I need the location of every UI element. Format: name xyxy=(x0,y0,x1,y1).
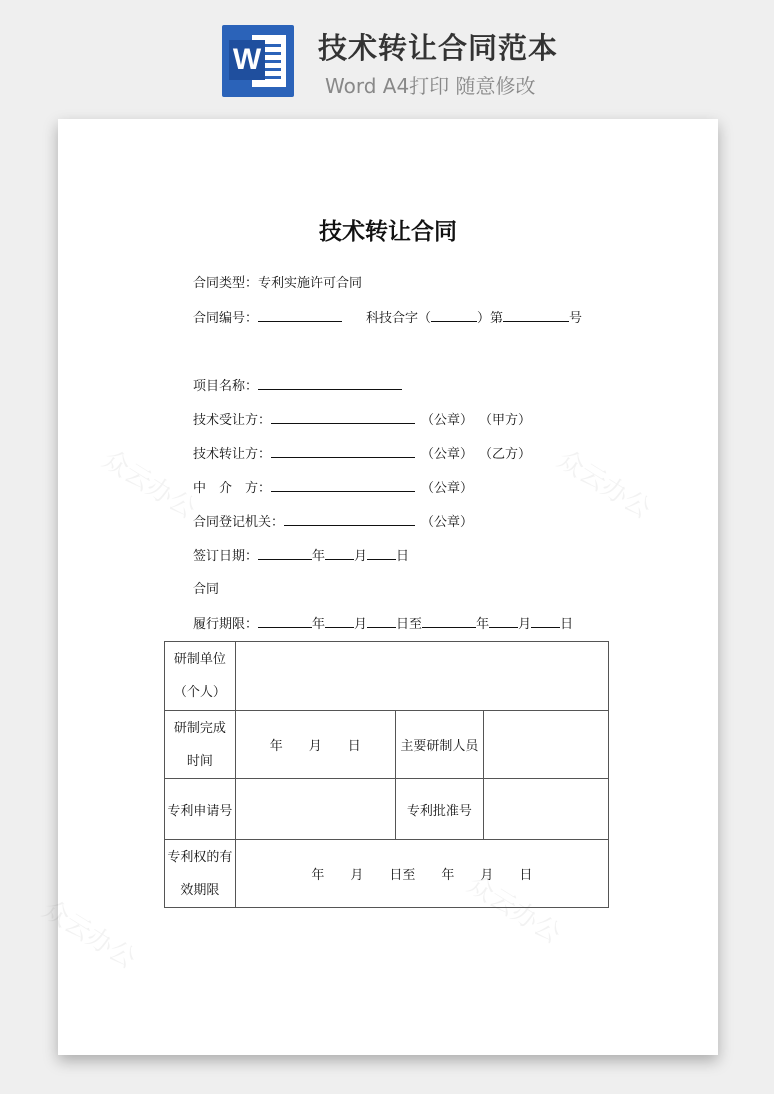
main-people-value-cell[interactable] xyxy=(484,711,609,779)
period-line xyxy=(193,612,573,632)
period-start-month-blank[interactable] xyxy=(325,612,354,628)
seal-label: （公章） xyxy=(421,515,474,530)
sign-year-blank[interactable] xyxy=(258,544,312,560)
watermark: 众云办公 xyxy=(551,444,656,525)
watermark: 众云办公 xyxy=(36,894,141,975)
day-label: 日 xyxy=(396,549,410,564)
registry-label: 合同登记机关： xyxy=(193,515,285,530)
tech-word-blank[interactable] xyxy=(431,306,477,322)
period-start-day-blank[interactable] xyxy=(367,612,396,628)
day-label: 日 xyxy=(560,617,574,632)
table-row xyxy=(165,642,609,711)
valid-label-cell xyxy=(165,840,236,908)
contract-type-line xyxy=(193,272,362,291)
word-letter: W xyxy=(229,40,265,80)
receiver-label: 技术受让方： xyxy=(193,413,272,428)
month-label: 月 xyxy=(354,617,368,632)
patent-info-table xyxy=(164,641,609,908)
seal-label: （公章） xyxy=(421,447,474,462)
unit-label-line1: 研制单位 xyxy=(173,652,226,667)
month-label: 月 xyxy=(518,617,532,632)
seal-label: （公章） xyxy=(421,413,474,428)
apply-no-label: 专利申请号 xyxy=(165,779,236,840)
paren-close-label: ）第 xyxy=(477,311,504,326)
year-label: 年 xyxy=(312,549,326,564)
finish-label-line1: 研制完成 xyxy=(173,720,226,736)
party-b-label: （乙方） xyxy=(479,447,532,462)
valid-label-line1: 专利权的有 xyxy=(167,849,233,865)
party-a-label: （甲方） xyxy=(479,413,532,428)
document-page xyxy=(36,119,718,1055)
header-subtitle: Word A4打印 随意修改 xyxy=(325,74,536,98)
contract-number-label: 合同编号： xyxy=(193,311,259,326)
sign-date-line xyxy=(193,544,409,564)
receiver-line xyxy=(193,408,531,428)
contract-number-line xyxy=(193,306,582,326)
tech-word-label: 科技合字（ xyxy=(366,311,432,326)
watermark: 众云办公 xyxy=(461,869,566,950)
main-people-label: 主要研制人员 xyxy=(395,711,484,779)
unit-label-cell xyxy=(165,642,236,711)
contract-type-label: 合同类型： xyxy=(193,276,259,291)
finish-label-line2: 时间 xyxy=(186,753,213,769)
header-title: 技术转让合同范本 xyxy=(318,31,559,65)
registry-blank[interactable] xyxy=(284,510,415,526)
project-name-line xyxy=(193,374,402,394)
seal-label: （公章） xyxy=(421,481,474,496)
agent-line xyxy=(193,476,473,496)
unit-value-cell[interactable] xyxy=(235,642,608,711)
year-label: 年 xyxy=(476,617,490,632)
project-name-blank[interactable] xyxy=(258,374,402,390)
contract-type-value: 专利实施许可合同 xyxy=(258,276,363,291)
agent-label: 中 介 方： xyxy=(193,481,272,496)
unit-label-line2: （个人） xyxy=(173,685,226,700)
project-name-label: 项目名称： xyxy=(193,379,259,394)
approve-no-label: 专利批准号 xyxy=(395,779,484,840)
watermark: 众云办公 xyxy=(96,444,201,525)
transferor-line xyxy=(193,442,531,462)
period-start-year-blank[interactable] xyxy=(258,612,312,628)
transferor-label: 技术转让方： xyxy=(193,447,272,462)
sign-date-label: 签订日期： xyxy=(193,549,259,564)
table-row xyxy=(165,711,609,779)
registry-line xyxy=(193,510,473,530)
sign-day-blank[interactable] xyxy=(367,544,396,560)
word-icon xyxy=(222,25,294,97)
period-label: 履行期限： xyxy=(193,617,259,632)
year-label: 年 xyxy=(312,617,326,632)
finish-date-cell[interactable]: 年 月 日 xyxy=(235,711,395,779)
approve-no-value-cell[interactable] xyxy=(484,779,609,840)
valid-label-line2: 效期限 xyxy=(180,882,220,898)
receiver-blank[interactable] xyxy=(271,408,415,424)
apply-no-value-cell[interactable] xyxy=(235,779,395,840)
table-row xyxy=(165,840,609,908)
finish-label-cell xyxy=(165,711,236,779)
sign-month-blank[interactable] xyxy=(325,544,354,560)
period-end-month-blank[interactable] xyxy=(489,612,518,628)
transferor-blank[interactable] xyxy=(271,442,415,458)
period-end-day-blank[interactable] xyxy=(531,612,560,628)
table-row xyxy=(165,779,609,840)
contract-number-blank[interactable] xyxy=(258,306,342,322)
valid-range-cell[interactable]: 年 月 日至 年 月 日 xyxy=(235,840,608,908)
day-to-label: 日至 xyxy=(396,617,423,632)
hao-label: 号 xyxy=(569,311,583,326)
contract-word-line xyxy=(193,578,219,597)
period-end-year-blank[interactable] xyxy=(422,612,476,628)
contract-word: 合同 xyxy=(193,582,220,597)
agent-blank[interactable] xyxy=(271,476,415,492)
month-label: 月 xyxy=(354,549,368,564)
number-blank[interactable] xyxy=(503,306,569,322)
document-title: 技术转让合同 xyxy=(319,219,457,245)
